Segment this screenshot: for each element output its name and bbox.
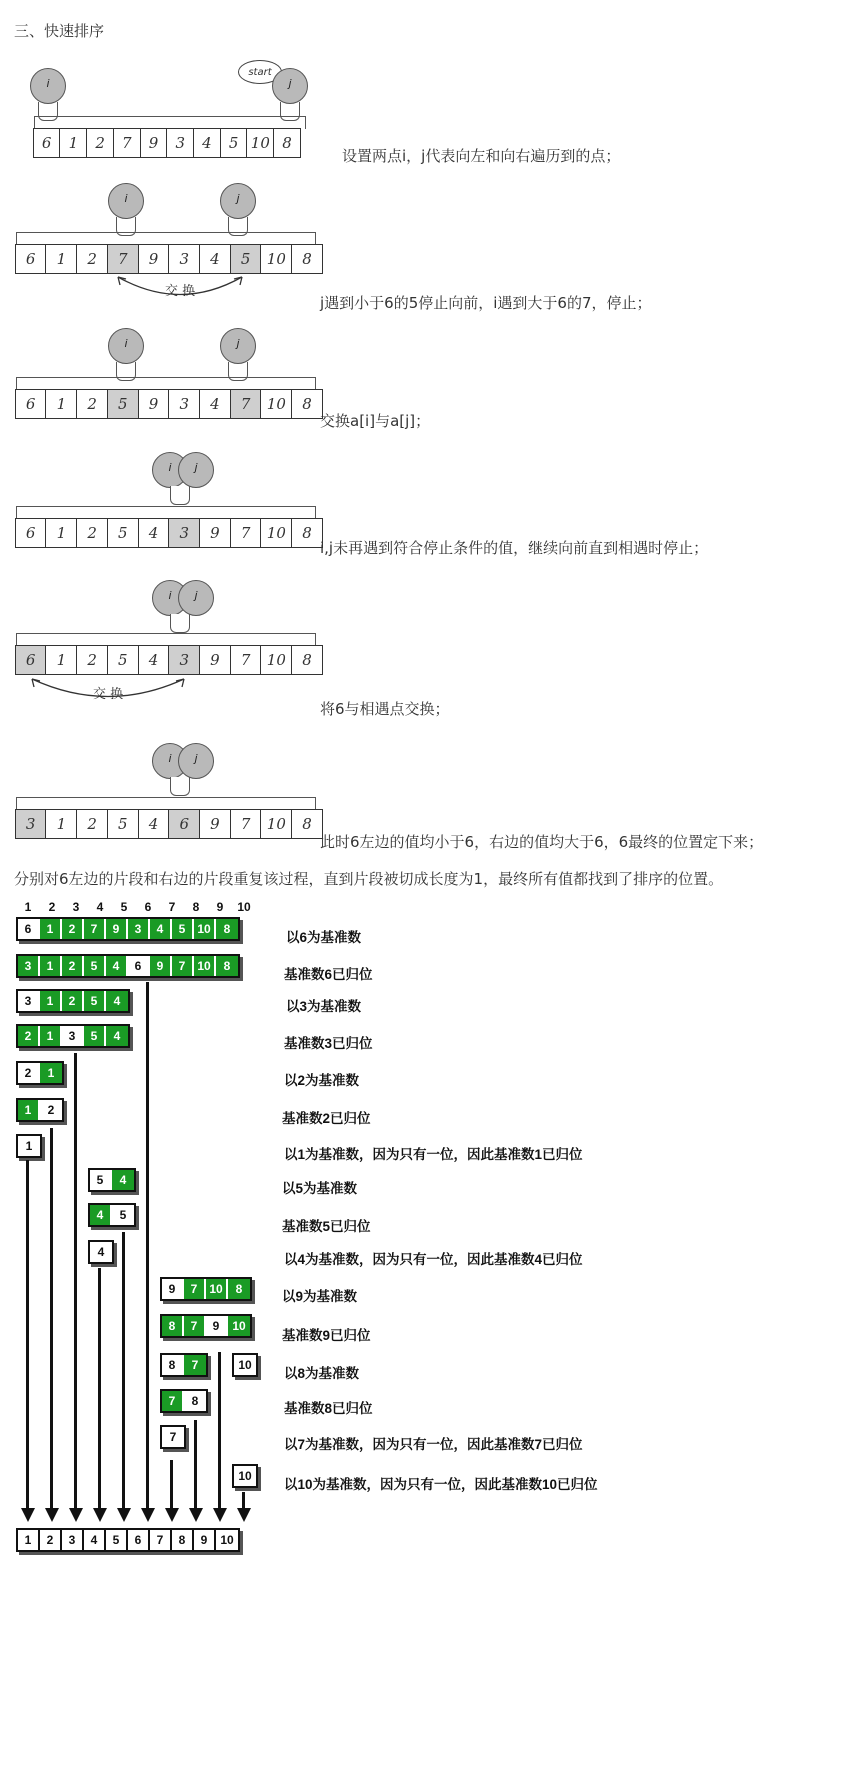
partition-row-extra (232, 1353, 258, 1377)
partition-cell: 4 (150, 919, 172, 939)
down-arrow-head (165, 1508, 179, 1522)
row-caption: 以5为基准数 (282, 1181, 358, 1196)
partition-row (160, 1314, 252, 1338)
down-arrow-head (93, 1508, 107, 1522)
array-cell: 5 (220, 128, 248, 158)
partition-cell: 7 (162, 1391, 184, 1411)
diagram-header (16, 900, 256, 914)
head-j: j (272, 68, 308, 121)
array-cell: 8 (291, 645, 323, 675)
partition-cell: 4 (106, 991, 128, 1011)
array-cell: 7 (113, 128, 141, 158)
partition-cell: 4 (90, 1242, 112, 1262)
sorted-cell: 4 (84, 1530, 106, 1550)
partition-row (160, 1277, 252, 1301)
partition-cell: 9 (150, 956, 172, 976)
array-cell: 1 (45, 518, 77, 548)
array-cell: 4 (199, 389, 231, 419)
row-caption: 以7为基准数，因为只有一位，因此基准数7已归位 (284, 1437, 583, 1452)
array-cell: 3 (166, 128, 194, 158)
partition-cell: 6 (128, 956, 150, 976)
array-cell: 10 (246, 128, 274, 158)
array-cell: 8 (273, 128, 301, 158)
array-cell: 5 (107, 389, 139, 419)
down-arrow-line (122, 1232, 125, 1510)
column-number: 6 (144, 900, 152, 914)
partition-cell: 5 (90, 1170, 112, 1190)
array-cell: 9 (199, 645, 231, 675)
partition-cell: 1 (40, 1026, 62, 1046)
step2-head-j: j (220, 183, 256, 236)
partition-cell: 10 (206, 1279, 228, 1299)
array-cell: 7 (230, 645, 262, 675)
down-arrow-line (194, 1420, 197, 1510)
down-arrow-line (74, 1053, 77, 1510)
step2-swap-label: 交 换 (165, 284, 196, 299)
head-i: i (30, 68, 66, 121)
column-number: 3 (72, 900, 80, 914)
array-cell: 2 (86, 128, 114, 158)
array-cell: 7 (230, 518, 262, 548)
array-cell: 5 (107, 809, 139, 839)
row-caption: 以8为基准数 (284, 1366, 360, 1381)
partition-row (16, 989, 130, 1013)
array-cell: 2 (76, 244, 108, 274)
partition-cell: 4 (106, 956, 128, 976)
partition-cell: 8 (162, 1355, 184, 1375)
section-title: 三、快速排序 (14, 22, 105, 40)
row-caption: 基准数5已归位 (282, 1219, 371, 1234)
partition-row (160, 1425, 186, 1449)
array-cell: 9 (199, 809, 231, 839)
row-caption: 基准数9已归位 (282, 1328, 371, 1343)
sorted-cell: 5 (106, 1530, 128, 1550)
partition-row (232, 1464, 258, 1488)
array-cell: 4 (199, 244, 231, 274)
array-cell: 3 (168, 518, 200, 548)
down-arrow-head (45, 1508, 59, 1522)
partition-cell: 7 (172, 956, 194, 976)
partition-cell: 7 (184, 1279, 206, 1299)
row-caption: 以1为基准数，因为只有一位，因此基准数1已归位 (284, 1147, 583, 1162)
partition-cell: 10 (194, 919, 216, 939)
step3-array (16, 389, 323, 419)
array-cell: 10 (260, 244, 292, 274)
partition-cell: 1 (40, 919, 62, 939)
row-caption: 以6为基准数 (286, 930, 362, 945)
partition-cell: 2 (62, 919, 84, 939)
down-arrow-line (50, 1128, 53, 1510)
step5-caption: 将6与相遇点交换； (320, 700, 450, 718)
partition-row (16, 1134, 42, 1158)
row-caption: 以4为基准数，因为只有一位，因此基准数4已归位 (284, 1252, 583, 1267)
partition-cell: 1 (18, 1136, 40, 1156)
array-cell: 6 (15, 389, 47, 419)
partition-cell: 2 (62, 991, 84, 1011)
sorted-cell: 7 (150, 1530, 172, 1550)
array-cell: 5 (107, 518, 139, 548)
row-caption: 基准数2已归位 (282, 1111, 371, 1126)
sorted-cell: 1 (18, 1530, 40, 1550)
sorted-cell: 9 (194, 1530, 216, 1550)
array-cell: 3 (15, 809, 47, 839)
partition-cell: 8 (216, 956, 238, 976)
partition-row (88, 1240, 114, 1264)
partition-cell: 1 (18, 1100, 40, 1120)
column-number: 8 (192, 900, 200, 914)
partition-cell: 10 (194, 956, 216, 976)
array-cell: 10 (260, 645, 292, 675)
partition-cell: 3 (18, 956, 40, 976)
array-cell: 4 (138, 809, 170, 839)
partition-cell: 6 (18, 919, 40, 939)
partition-cell: 5 (172, 919, 194, 939)
array-cell: 10 (260, 518, 292, 548)
array-cell: 8 (291, 518, 323, 548)
partition-cell: 9 (206, 1316, 228, 1336)
array-cell: 9 (138, 244, 170, 274)
step3-caption: 交换a[i]与a[j]； (320, 412, 431, 430)
partition-cell: 8 (216, 919, 238, 939)
array-cell: 6 (15, 645, 47, 675)
down-arrow-line (218, 1352, 221, 1510)
down-arrow-head (213, 1508, 227, 1522)
down-arrow-head (21, 1508, 35, 1522)
partition-cell: 10 (234, 1466, 256, 1486)
down-arrow-head (69, 1508, 83, 1522)
array-cell: 6 (15, 518, 47, 548)
down-arrow-head (117, 1508, 131, 1522)
array-cell: 2 (76, 389, 108, 419)
array-cell: 1 (45, 389, 77, 419)
partition-cell: 7 (184, 1316, 206, 1336)
final-sorted-row (16, 1528, 240, 1552)
partition-cell: 3 (128, 919, 150, 939)
partition-cell: 7 (184, 1355, 206, 1375)
partition-cell: 4 (106, 1026, 128, 1046)
step2-array (16, 244, 323, 274)
partition-row (160, 1389, 208, 1413)
array-cell: 9 (140, 128, 168, 158)
sorted-cell: 6 (128, 1530, 150, 1550)
partition-cell: 2 (62, 956, 84, 976)
step5-array (16, 645, 323, 675)
partition-cell: 2 (18, 1063, 40, 1083)
step2-caption: j遇到小于6的5停止向前，i遇到大于6的7，停止； (320, 294, 652, 312)
partition-cell: 2 (40, 1100, 62, 1120)
partition-cell: 8 (184, 1391, 206, 1411)
partition-cell: 9 (162, 1279, 184, 1299)
array-cell: 9 (199, 518, 231, 548)
array-cell: 2 (76, 809, 108, 839)
partition-cell: 4 (90, 1205, 112, 1225)
array-cell: 6 (33, 128, 61, 158)
summary-text: 分别对6左边的片段和右边的片段重复该过程，直到片段被切成长度为1，最终所有值都找到了排序的位置。 (14, 870, 724, 888)
partition-cell: 5 (112, 1205, 134, 1225)
sorted-cell: 10 (216, 1530, 238, 1550)
down-arrow-line (26, 1160, 29, 1510)
partition-row (88, 1168, 136, 1192)
row-caption: 以9为基准数 (282, 1289, 358, 1304)
row-caption: 基准数8已归位 (284, 1401, 373, 1416)
array-cell: 6 (15, 244, 47, 274)
step1-caption: 设置两点i，j代表向左和向右遍历到的点； (342, 147, 621, 165)
partition-cell: 1 (40, 1063, 62, 1083)
array-cell: 8 (291, 809, 323, 839)
partition-cell: 10 (234, 1355, 256, 1375)
partition-cell: 3 (18, 991, 40, 1011)
array-cell: 7 (230, 809, 262, 839)
column-number: 10 (237, 900, 251, 914)
partition-cell: 7 (162, 1427, 184, 1447)
array-cell: 4 (193, 128, 221, 158)
array-cell: 8 (291, 389, 323, 419)
partition-cell: 4 (112, 1170, 134, 1190)
partition-cell: 2 (18, 1026, 40, 1046)
sorted-cell: 3 (62, 1530, 84, 1550)
partition-row (16, 1061, 64, 1085)
step5-swap-label: 交 换 (93, 687, 124, 702)
partition-row (16, 1098, 64, 1122)
column-number: 5 (120, 900, 128, 914)
partition-row (16, 1024, 130, 1048)
array-cell: 8 (291, 244, 323, 274)
step1-array (34, 128, 301, 158)
down-arrow-head (237, 1508, 251, 1522)
array-cell: 2 (76, 518, 108, 548)
column-number: 9 (216, 900, 224, 914)
partition-cell: 1 (40, 956, 62, 976)
column-number: 7 (168, 900, 176, 914)
partition-row (160, 1353, 208, 1377)
down-arrow-line (146, 982, 149, 1510)
partition-cell: 5 (84, 1026, 106, 1046)
row-caption: 以10为基准数，因为只有一位，因此基准数10已归位 (284, 1477, 598, 1492)
row-caption: 基准数3已归位 (284, 1036, 373, 1051)
array-cell: 1 (45, 809, 77, 839)
array-cell: 1 (45, 244, 77, 274)
step4-array (16, 518, 323, 548)
down-arrow-line (98, 1268, 101, 1510)
array-cell: 3 (168, 389, 200, 419)
array-cell: 1 (59, 128, 87, 158)
array-cell: 4 (138, 518, 170, 548)
array-cell: 9 (138, 389, 170, 419)
row-caption: 基准数6已归位 (284, 967, 373, 982)
array-cell: 7 (230, 389, 262, 419)
array-cell: 1 (45, 645, 77, 675)
partition-row (16, 954, 240, 978)
array-cell: 5 (107, 645, 139, 675)
start-bubble: start (238, 60, 282, 84)
row-caption: 以3为基准数 (286, 999, 362, 1014)
step4-caption: i,j未再遇到符合停止条件的值，继续向前直到相遇时停止； (320, 539, 709, 557)
partition-cell: 5 (84, 991, 106, 1011)
column-number: 1 (24, 900, 32, 914)
partition-cell: 8 (228, 1279, 250, 1299)
partition-cell: 9 (106, 919, 128, 939)
array-cell: 4 (138, 645, 170, 675)
step6-caption: 此时6左边的值均小于6，右边的值均大于6，6最终的位置定下来； (320, 833, 764, 851)
partition-cell: 5 (84, 956, 106, 976)
array-cell: 10 (260, 809, 292, 839)
step6-array (16, 809, 323, 839)
down-arrow-head (189, 1508, 203, 1522)
array-cell: 3 (168, 645, 200, 675)
row-caption: 以2为基准数 (284, 1073, 360, 1088)
array-cell: 5 (230, 244, 262, 274)
sorted-cell: 2 (40, 1530, 62, 1550)
array-cell: 10 (260, 389, 292, 419)
column-number: 4 (96, 900, 104, 914)
down-arrow-line (170, 1460, 173, 1510)
array-cell: 6 (168, 809, 200, 839)
array-cell: 7 (107, 244, 139, 274)
partition-row (88, 1203, 136, 1227)
partition-cell: 8 (162, 1316, 184, 1336)
down-arrow-head (141, 1508, 155, 1522)
array-cell: 3 (168, 244, 200, 274)
column-number: 2 (48, 900, 56, 914)
partition-cell: 1 (40, 991, 62, 1011)
partition-cell: 3 (62, 1026, 84, 1046)
step2-head-i: i (108, 183, 144, 236)
partition-row (16, 917, 240, 941)
array-cell: 2 (76, 645, 108, 675)
partition-cell: 7 (84, 919, 106, 939)
partition-cell: 10 (228, 1316, 250, 1336)
sorted-cell: 8 (172, 1530, 194, 1550)
